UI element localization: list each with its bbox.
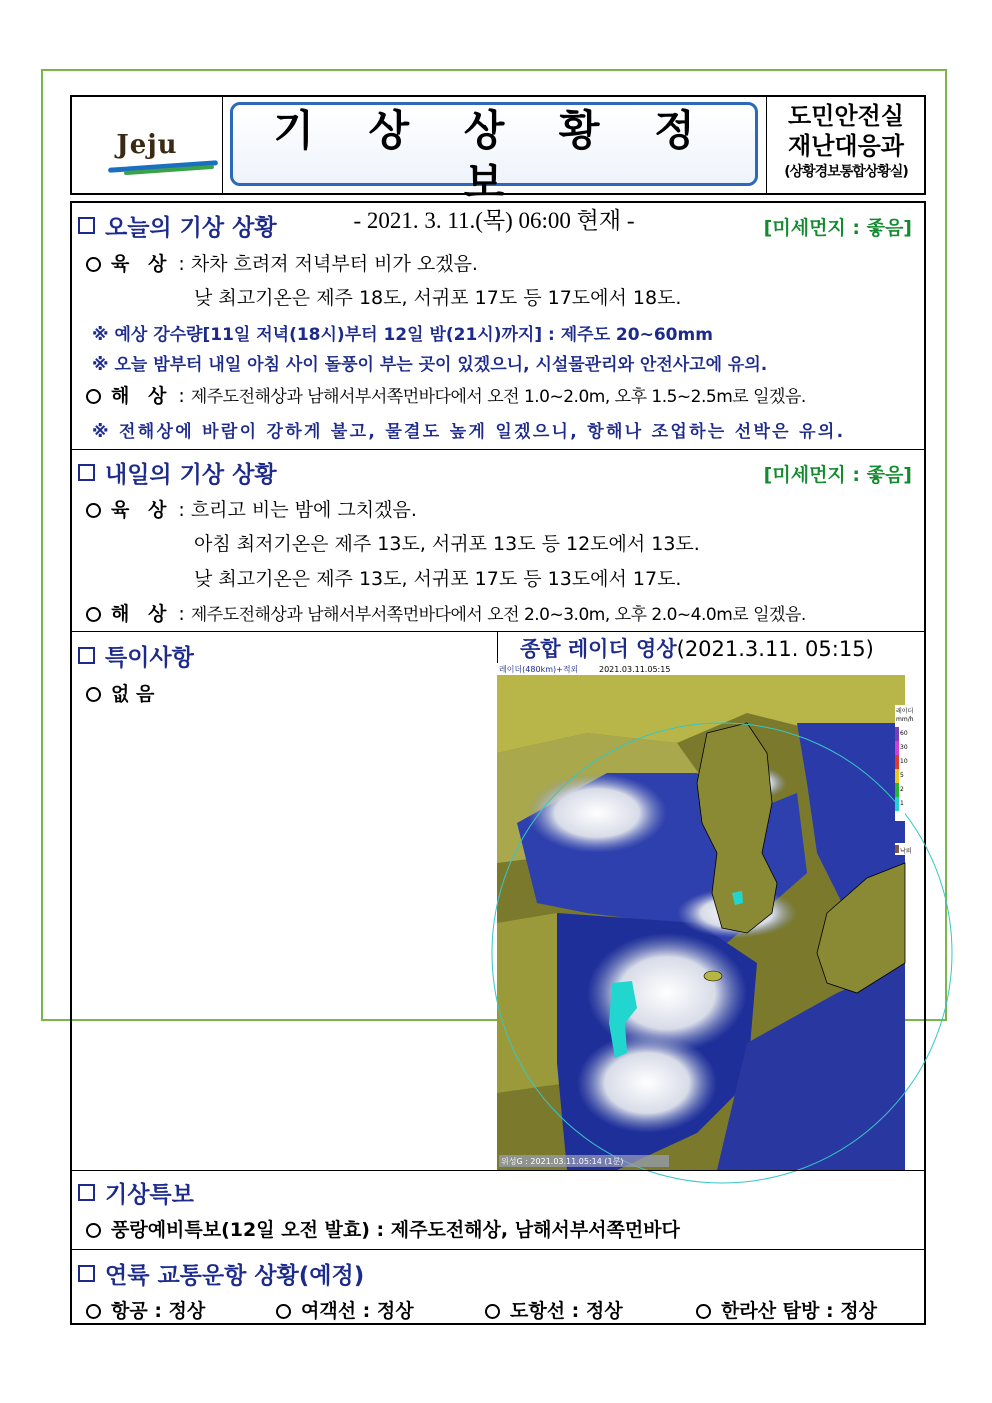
issue-date: - 2021. 3. 11.(목) 06:00 현재 - — [353, 208, 635, 233]
legend-lightning: 낙뢰 — [900, 848, 912, 855]
circle-bullet-icon — [86, 389, 101, 404]
circle-bullet-icon — [485, 1304, 500, 1319]
today-heading: 오늘의 기상 상황 — [78, 209, 277, 242]
special-heading: 특이사항 — [78, 639, 194, 672]
legend-v1: 1 — [900, 800, 904, 807]
checkbox-icon — [78, 647, 95, 664]
radar-img-footer: 위성G : 2021.03.11.05:14 (1분) — [501, 1157, 624, 1166]
traffic-item-air: 항공 : 정상 — [86, 1296, 205, 1323]
today-note-gust: ※ 오늘 밤부터 내일 아침 사이 돌풍이 부는 곳이 있겠으니, 시설물관리와 안전사고에 유의. — [92, 355, 768, 375]
today-note-sea: ※ 전해상에 바람이 강하게 불고, 물결도 높게 일겠으니, 항해나 조업하는 선박은 유의. — [92, 422, 846, 442]
tomorrow-dust: [미세먼지 : 좋음] — [763, 464, 912, 486]
traffic-heading: 연륙 교통운항 상황(예정) — [78, 1257, 364, 1290]
legend-v60: 60 — [900, 730, 908, 737]
checkbox-icon — [78, 1184, 95, 1201]
warning-item: 풍랑예비특보(12일 오전 발효) : 제주도전해상, 남해서부서쪽먼바다 — [86, 1215, 680, 1242]
circle-bullet-icon — [86, 1304, 101, 1319]
traffic-item-hallasan: 한라산 탐방 : 정상 — [696, 1296, 877, 1323]
legend-v10: 10 — [900, 758, 908, 765]
dept-line2: 재난대응과 — [788, 132, 904, 160]
body-box — [70, 201, 926, 1325]
legend-v5: 5 — [900, 772, 904, 779]
page-title: 기 상 상 황 정 보 — [273, 106, 715, 207]
dept-line1: 도민안전실 — [788, 102, 904, 130]
circle-bullet-icon — [86, 1223, 101, 1238]
tomorrow-heading: 내일의 기상 상황 — [78, 456, 277, 489]
jeju-logo: Jeju — [116, 130, 177, 160]
warning-heading: 기상특보 — [78, 1176, 194, 1209]
logo-cell — [72, 97, 223, 193]
title-box — [230, 102, 758, 233]
bulletin — [70, 95, 926, 1325]
special-item: 없 음 — [86, 679, 154, 706]
checkbox-icon — [78, 217, 95, 234]
traffic-item-island-ferry: 도항선 : 정상 — [485, 1296, 623, 1323]
tomorrow-sea: 해 상 : 제주도전해상과 남해서부서쪽먼바다에서 오전 2.0~3.0m, 오후 2.0~4.0m로 일겠음. — [86, 599, 806, 626]
checkbox-icon — [78, 1265, 95, 1282]
circle-bullet-icon — [86, 257, 101, 272]
circle-bullet-icon — [696, 1304, 711, 1319]
checkbox-icon — [78, 464, 95, 481]
circle-bullet-icon — [86, 607, 101, 622]
today-note-rain: ※ 예상 강수량[11일 저녁(18시)부터 12일 밤(21시)까지] : 제주도 20~60mm — [92, 325, 713, 345]
tomorrow-land: 육 상 : 흐리고 비는 밤에 그치겠음. — [86, 495, 417, 522]
legend-title: 레이더 — [896, 708, 914, 715]
legend-unit: mm/h — [896, 716, 914, 723]
dept-line3: (상황경보통합상황실) — [784, 164, 908, 180]
department — [766, 97, 925, 193]
circle-bullet-icon — [276, 1304, 291, 1319]
today-dust: [미세먼지 : 좋음] — [763, 217, 912, 239]
radar-image — [497, 663, 914, 1166]
legend-v30: 30 — [900, 744, 908, 751]
circle-bullet-icon — [86, 503, 101, 518]
today-sea: 해 상 : 제주도전해상과 남해서부서쪽먼바다에서 오전 1.0~2.0m, 오후 1.5~2.5m로 일겠음. — [86, 381, 806, 408]
today-land-2: 낮 최고기온은 제주 18도, 서귀포 17도 등 17도에서 18도. — [194, 287, 682, 309]
circle-bullet-icon — [86, 687, 101, 702]
tomorrow-land-3: 낮 최고기온은 제주 13도, 서귀포 17도 등 13도에서 17도. — [194, 568, 682, 590]
radar-title: 종합 레이더 영상(2021.3.11. 05:15) — [520, 637, 874, 661]
traffic-item-ferry: 여객선 : 정상 — [276, 1296, 414, 1323]
radar-img-time: 2021.03.11.05:15 — [599, 665, 671, 674]
radar-img-label: 레이더(480km)+적외 — [499, 665, 579, 674]
legend-v2: 2 — [900, 786, 904, 793]
tomorrow-land-2: 아침 최저기온은 제주 13도, 서귀포 13도 등 12도에서 13도. — [194, 533, 700, 555]
today-land: 육 상 : 차차 흐려져 저녁부터 비가 오겠음. — [86, 249, 478, 276]
